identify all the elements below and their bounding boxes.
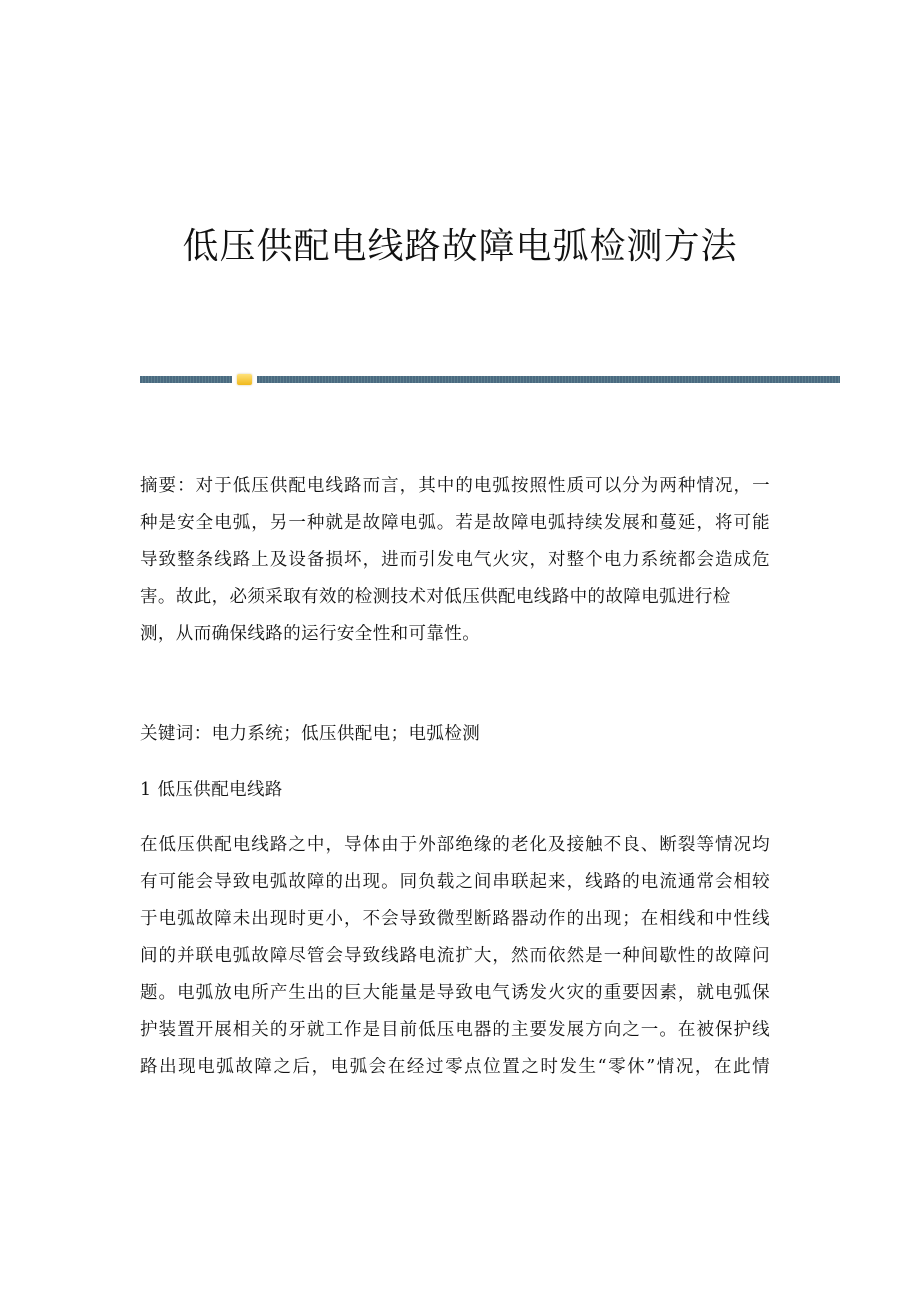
body-line: 路出现电弧故障之后，电弧会在经过零点位置之时发生“零休”情况，在此情 [140, 1057, 770, 1077]
keywords: 关键词：电力系统；低压供配电；电弧检测 [140, 724, 481, 744]
divider-left [140, 376, 232, 383]
body-line: 题。电弧放电所产生出的巨大能量是导致电气诱发火灾的重要因素，就电弧保 [140, 983, 770, 1003]
body-line: 在低压供配电线路之中，导体由于外部绝缘的老化及接触不良、断裂等情况均 [140, 835, 770, 855]
body-line: 间的并联电弧故障尽管会导致线路电流扩大，然而依然是一种间歇性的故障问 [140, 946, 770, 966]
divider-ornament-icon [237, 374, 252, 385]
body-line: 于电弧故障未出现时更小，不会导致微型断路器动作的出现；在相线和中性线 [140, 909, 770, 929]
divider-right [257, 376, 840, 383]
abstract-line: 害。故此，必须采取有效的检测技术对低压供配电线路中的故障电弧进行检 [140, 587, 731, 607]
abstract-line: 摘要：对于低压供配电线路而言，其中的电弧按照性质可以分为两种情况，一 [140, 476, 770, 496]
abstract-line: 种是安全电弧，另一种就是故障电弧。若是故障电弧持续发展和蔓延，将可能 [140, 513, 770, 533]
abstract-line: 导致整条线路上及设备损坏，进而引发电气火灾，对整个电力系统都会造成危 [140, 550, 770, 570]
body-line: 护装置开展相关的牙就工作是目前低压电器的主要发展方向之一。在被保护线 [140, 1020, 770, 1040]
body-line: 有可能会导致电弧故障的出现。同负载之间串联起来，线路的电流通常会相较 [140, 872, 770, 892]
section-heading: 1 低压供配电线路 [140, 780, 283, 800]
abstract-line: 测，从而确保线路的运行安全性和可靠性。 [140, 624, 481, 644]
document-title: 低压供配电线路故障电弧检测方法 [182, 226, 738, 267]
